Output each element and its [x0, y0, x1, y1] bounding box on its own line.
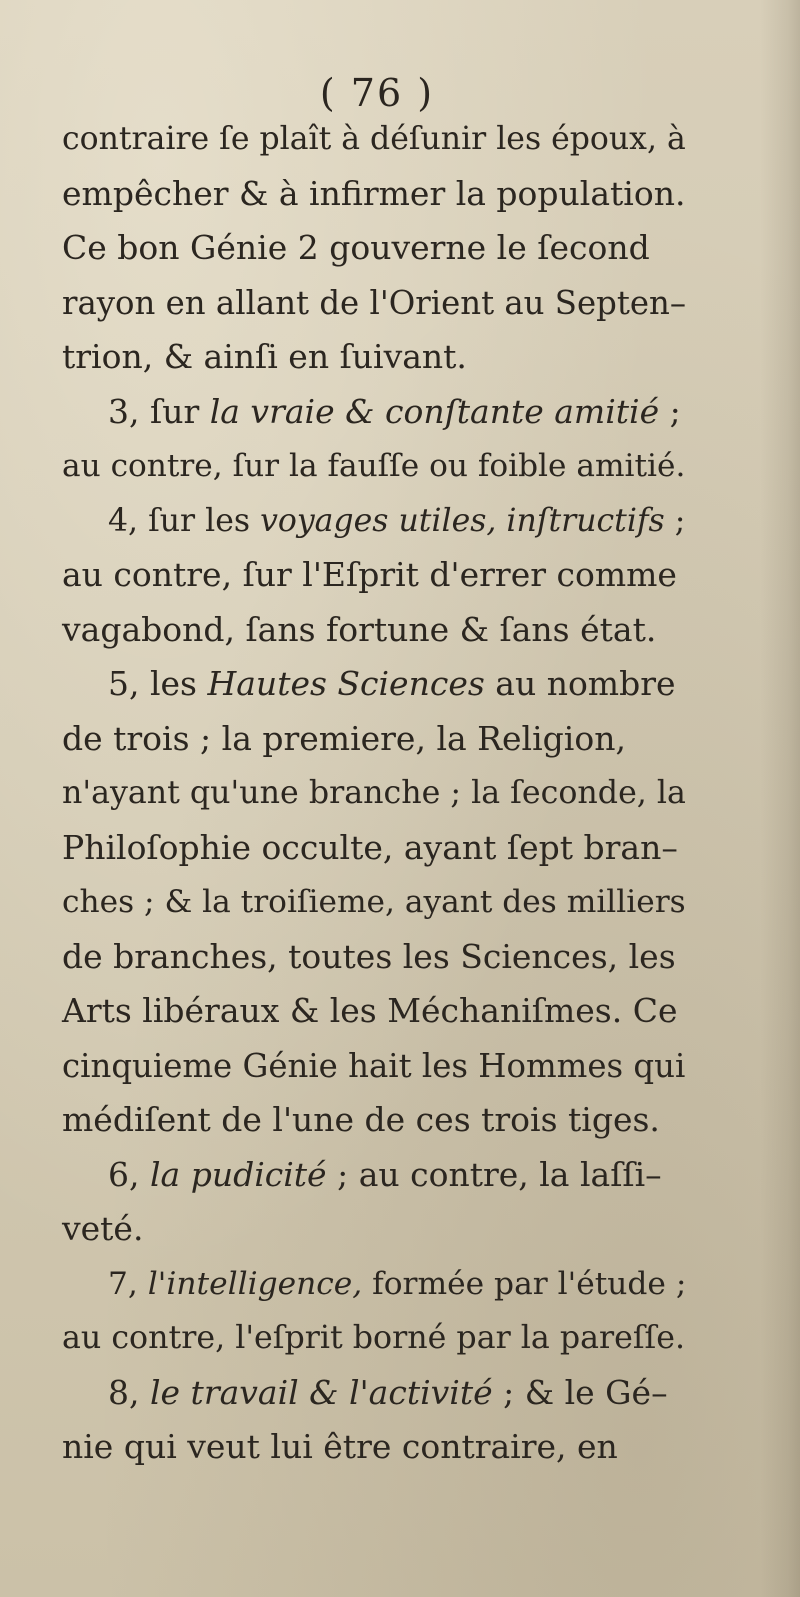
text-segment: ;	[664, 502, 686, 539]
text-line	[62, 1420, 692, 1475]
text-segment: rayon en allant de l'Orient au Septen–	[62, 283, 686, 322]
text-line	[62, 657, 692, 712]
text-line	[62, 330, 692, 385]
text-segment: cinquieme Génie hait les Hommes qui	[62, 1046, 686, 1085]
text-line	[62, 167, 692, 222]
page-number: ( 76 )	[319, 71, 435, 115]
text-segment: médiſent de l'une de ces trois tiges.	[62, 1100, 660, 1139]
text-line	[62, 221, 692, 276]
text-segment: ; & le Gé–	[492, 1372, 668, 1412]
text-line	[62, 712, 692, 767]
text-segment: nie qui veut lui être contraire, en	[62, 1427, 618, 1466]
text-segment: trion, & ainſi en ſuivant.	[62, 337, 467, 376]
text-segment: au contre, l'eſprit borné par la pareſſe.	[62, 1320, 686, 1356]
text-segment: 7,	[108, 1265, 148, 1302]
page-edge-shadow	[760, 0, 800, 1597]
text-segment: ches ; & la troiſieme, ayant des milliers	[62, 884, 686, 920]
italic-segment: voyages utiles, inſtructifs	[260, 502, 665, 539]
text-segment: 5, les	[108, 664, 208, 703]
text-line	[62, 1148, 692, 1203]
text-segment: n'ayant qu'une branche ; la ſeconde, la	[62, 775, 686, 811]
text-segment: 8,	[108, 1372, 150, 1412]
text-segment: empêcher & à infirmer la population.	[62, 173, 686, 213]
body-text	[62, 112, 692, 1475]
text-line	[62, 1366, 692, 1421]
italic-segment: le travail & l'activité	[149, 1372, 493, 1412]
text-segment: de trois ; la premiere, la Religion,	[62, 718, 626, 758]
text-segment: veté.	[62, 1209, 144, 1248]
text-line	[62, 1039, 692, 1094]
text-line	[62, 439, 692, 494]
text-segment: 6,	[108, 1154, 150, 1194]
text-line	[62, 1202, 692, 1257]
italic-segment: la vraie & conſtante amitié	[209, 391, 660, 431]
text-line	[62, 930, 692, 985]
text-line	[62, 112, 692, 167]
text-segment: ;	[659, 391, 681, 431]
text-segment: au nombre	[484, 664, 676, 703]
text-segment: Arts libéraux & les Méchaniſmes. Ce	[62, 991, 678, 1030]
text-line	[62, 1093, 692, 1148]
text-line	[62, 548, 692, 603]
text-segment: Ce bon Génie 2 gouverne le ſecond	[62, 228, 650, 267]
text-segment: 4, ſur les	[108, 502, 261, 539]
italic-segment: Hautes Sciences	[207, 664, 485, 703]
text-segment: vagabond, ſans fortune & ſans état.	[62, 609, 657, 649]
text-block	[62, 71, 692, 1475]
text-line	[62, 385, 692, 440]
text-segment: au contre, ſur l'Eſprit d'errer comme	[62, 555, 677, 594]
text-line	[62, 984, 692, 1039]
text-line	[62, 494, 692, 549]
italic-segment: la pudicité	[149, 1154, 327, 1194]
text-line	[62, 1311, 692, 1366]
text-line	[62, 1257, 692, 1312]
text-line	[62, 766, 692, 821]
text-segment: contraire ſe plaît à déſunir les époux, à	[62, 121, 686, 157]
text-segment: Philoſophie occulte, ayant ſept bran–	[62, 827, 678, 867]
text-segment: formée par l'étude ;	[362, 1265, 687, 1302]
text-line	[62, 875, 692, 930]
text-segment: de branches, toutes les Sciences, les	[62, 936, 676, 976]
text-segment: au contre, ſur la fauſſe ou foible amitié.	[62, 448, 686, 484]
text-segment: 3, ſur	[108, 391, 210, 431]
text-line	[62, 276, 692, 331]
text-segment: ; au contre, la laſſi–	[326, 1154, 662, 1194]
text-line	[62, 821, 692, 876]
text-line	[62, 603, 692, 658]
italic-segment: l'intelligence,	[147, 1265, 363, 1302]
